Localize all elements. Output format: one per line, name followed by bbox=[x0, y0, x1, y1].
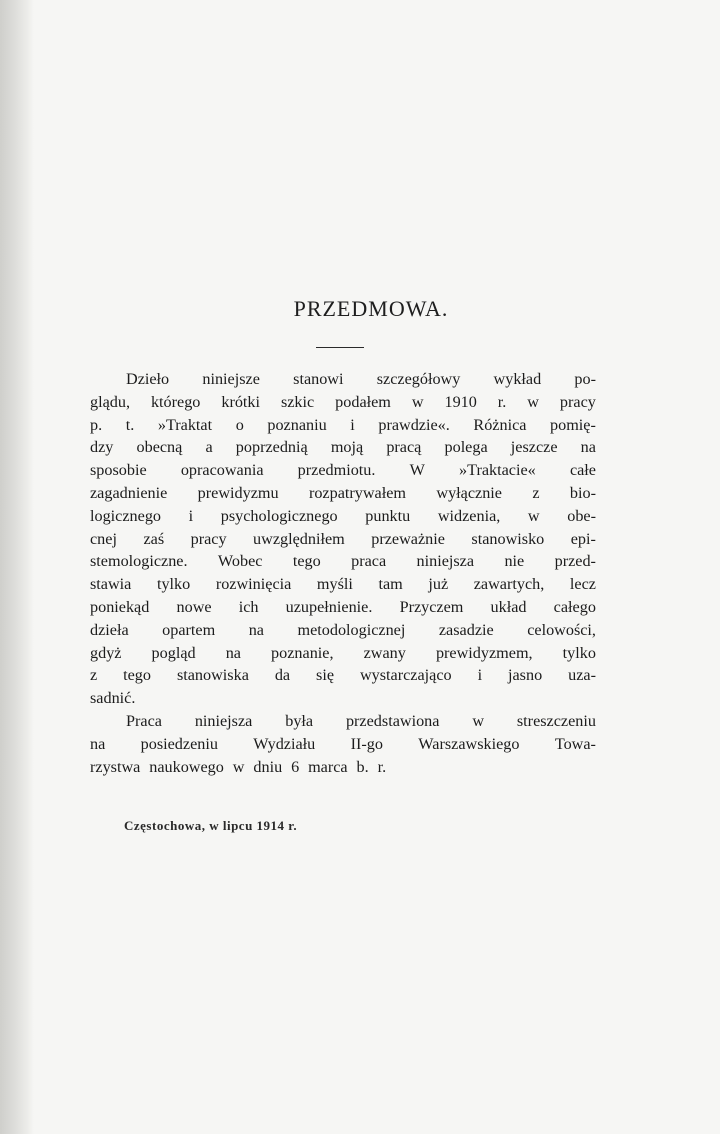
word: na bbox=[90, 734, 106, 753]
text-line bbox=[90, 687, 596, 710]
word: poznaniu bbox=[267, 415, 327, 434]
text-line bbox=[90, 414, 596, 437]
word: przedstawiona bbox=[345, 711, 440, 730]
word: zasadzie bbox=[438, 620, 494, 639]
word: prawdzie«. bbox=[378, 415, 450, 434]
word: tam bbox=[378, 575, 403, 594]
word: wykład bbox=[493, 370, 542, 388]
word: Warszawskiego bbox=[418, 734, 520, 753]
word: z bbox=[90, 666, 98, 685]
word: szczegółowy bbox=[376, 370, 461, 388]
word: o bbox=[235, 415, 244, 434]
word: moją bbox=[330, 438, 364, 457]
word: się bbox=[316, 666, 335, 685]
word: 6 bbox=[291, 757, 300, 776]
paragraph-1 bbox=[90, 368, 596, 710]
word: logicznego bbox=[90, 506, 162, 525]
word: marca bbox=[308, 757, 348, 776]
word: którego bbox=[150, 392, 201, 411]
word: »Traktacie« bbox=[459, 461, 536, 480]
text-line bbox=[90, 573, 596, 596]
word: poprzednią bbox=[235, 438, 308, 457]
word: i bbox=[188, 506, 194, 525]
word: zagadnienie bbox=[90, 483, 168, 502]
word: stemologiczne. bbox=[90, 552, 188, 571]
word: psychologicznego bbox=[220, 506, 338, 525]
word: prewidyzmu bbox=[197, 483, 279, 502]
word: w bbox=[232, 757, 245, 776]
word: posiedzeniu bbox=[140, 734, 218, 753]
word: naukowego bbox=[149, 757, 224, 776]
word: zaś bbox=[143, 529, 165, 548]
word: stanowisko bbox=[471, 529, 545, 548]
word: całe bbox=[569, 461, 596, 480]
text-line bbox=[90, 482, 596, 505]
preface-body bbox=[90, 368, 596, 778]
word: tego bbox=[123, 666, 151, 685]
word: krótki bbox=[221, 392, 261, 411]
word: podałem bbox=[335, 392, 391, 411]
word: była bbox=[285, 711, 314, 730]
word: jasno bbox=[508, 666, 543, 685]
word: a bbox=[205, 438, 213, 457]
word: stawia bbox=[90, 575, 132, 594]
word: polega bbox=[444, 438, 488, 457]
word: b. bbox=[356, 757, 369, 776]
page-gutter-shadow bbox=[0, 0, 34, 1134]
word: glądu, bbox=[90, 392, 131, 411]
text-line bbox=[90, 459, 596, 482]
word: Różnica bbox=[473, 415, 527, 434]
word: t. bbox=[125, 415, 135, 434]
word: p. bbox=[90, 415, 103, 434]
text-line bbox=[90, 642, 596, 665]
word: w bbox=[411, 392, 424, 411]
word: nie bbox=[504, 552, 525, 571]
word: II-go bbox=[350, 734, 383, 753]
word: niniejsza bbox=[194, 711, 253, 730]
word: 1910 bbox=[444, 392, 477, 411]
word: uwzględniłem bbox=[253, 529, 345, 548]
word: dniu bbox=[253, 757, 283, 776]
word: szkic bbox=[280, 392, 315, 411]
word: niniejsze bbox=[202, 370, 260, 388]
word: metodologicznej bbox=[297, 620, 406, 639]
text-line bbox=[90, 436, 596, 459]
word: r. bbox=[377, 757, 387, 776]
word: »Traktat bbox=[157, 415, 213, 434]
text-line bbox=[90, 550, 596, 573]
word: Przyczem bbox=[399, 597, 464, 616]
word: bio- bbox=[569, 483, 596, 502]
word: epi- bbox=[570, 529, 596, 548]
word: już bbox=[428, 575, 449, 594]
word: układ bbox=[490, 597, 527, 616]
text-line bbox=[90, 710, 596, 733]
word: po- bbox=[574, 370, 596, 388]
text-line bbox=[90, 664, 596, 687]
word: przeważnie bbox=[371, 529, 445, 548]
text-line bbox=[90, 733, 596, 756]
word: pogląd bbox=[151, 643, 196, 662]
chapter-title: PRZEDMOWA. bbox=[293, 296, 449, 321]
word: praca bbox=[351, 552, 387, 571]
word: nowe bbox=[176, 597, 212, 616]
word: stanowi bbox=[293, 370, 344, 388]
word: jeszcze bbox=[510, 438, 558, 457]
word: obe- bbox=[567, 506, 596, 525]
text-line bbox=[90, 596, 596, 619]
word: gdyż bbox=[90, 643, 122, 662]
word: sadnić. bbox=[90, 689, 136, 708]
word: punktu bbox=[365, 506, 411, 525]
word: pracy bbox=[559, 392, 596, 411]
word: Dzieło bbox=[126, 370, 170, 388]
word: na bbox=[248, 620, 264, 639]
place-and-date: Częstochowa, w lipcu 1914 r. bbox=[124, 818, 298, 833]
word: w bbox=[527, 506, 540, 525]
word: przed- bbox=[554, 552, 596, 571]
word: streszczeniu bbox=[516, 711, 596, 730]
word: prewidyzmem, bbox=[435, 643, 533, 662]
word: opartem bbox=[162, 620, 216, 639]
word: w bbox=[472, 711, 485, 730]
word: opracowania bbox=[180, 461, 264, 480]
word: tego bbox=[292, 552, 321, 571]
word: rozpatrywałem bbox=[308, 483, 407, 502]
word: z bbox=[532, 483, 540, 502]
word: zwany bbox=[363, 643, 406, 662]
word: i bbox=[350, 415, 355, 434]
word: zawartych, bbox=[473, 575, 545, 594]
text-line bbox=[90, 619, 596, 642]
text-line bbox=[90, 391, 596, 414]
word: przedmiotu. bbox=[297, 461, 376, 480]
word: pomię- bbox=[550, 415, 596, 434]
word: celowości, bbox=[527, 620, 596, 639]
word: i bbox=[477, 666, 483, 685]
word: w bbox=[527, 392, 539, 411]
word: tylko bbox=[562, 643, 596, 662]
word: sposobie bbox=[90, 461, 147, 480]
word: dzieła bbox=[90, 620, 129, 639]
word: uza- bbox=[568, 666, 596, 685]
word: myśli bbox=[316, 575, 353, 594]
word: całego bbox=[553, 597, 596, 616]
word: wystarczająco bbox=[359, 666, 452, 685]
word: Wydziału bbox=[253, 734, 316, 753]
word: wyłącznie bbox=[436, 483, 502, 502]
word: da bbox=[274, 666, 291, 685]
text-line bbox=[90, 368, 596, 391]
text-line bbox=[90, 528, 596, 551]
word: niniejsza bbox=[416, 552, 475, 571]
word: widzenia, bbox=[437, 506, 501, 525]
word: uzupełnienie. bbox=[285, 597, 373, 616]
word: Wobec bbox=[217, 552, 263, 571]
word: cnej bbox=[90, 529, 117, 548]
title-rule bbox=[316, 347, 364, 348]
text-line bbox=[90, 505, 596, 528]
word: pracy bbox=[190, 529, 227, 548]
word: lecz bbox=[569, 575, 596, 594]
word: na bbox=[580, 438, 596, 457]
word: Praca bbox=[126, 711, 162, 730]
word: poznanie, bbox=[271, 643, 334, 662]
word: tylko bbox=[156, 575, 191, 594]
word: ich bbox=[238, 597, 259, 616]
word: stanowiska bbox=[176, 666, 249, 685]
word: pracą bbox=[386, 438, 422, 457]
paragraph-2 bbox=[90, 710, 596, 778]
word: W bbox=[409, 461, 425, 480]
word: r. bbox=[497, 392, 507, 411]
word: na bbox=[225, 643, 241, 662]
word: Towa- bbox=[554, 734, 596, 753]
word: obecną bbox=[136, 438, 183, 457]
word: dzy bbox=[90, 438, 114, 457]
word: poniekąd bbox=[90, 597, 150, 616]
word: rozwinięcia bbox=[215, 575, 292, 594]
word: rzystwa bbox=[90, 757, 141, 776]
text-line bbox=[90, 756, 596, 779]
